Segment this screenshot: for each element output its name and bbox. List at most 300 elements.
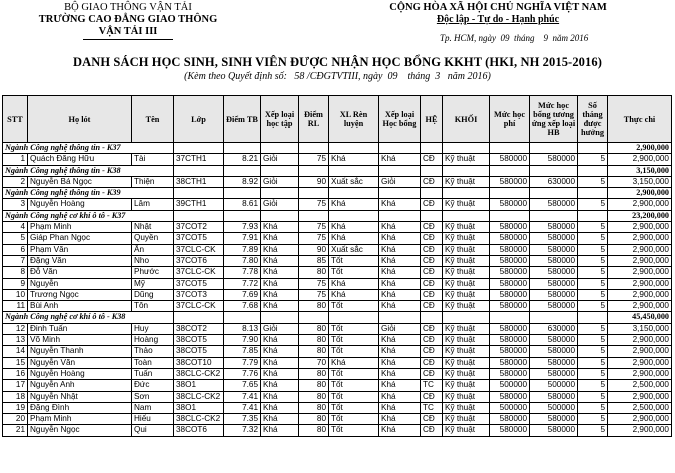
table-cell: 580000: [530, 346, 578, 357]
column-header: XL Rèn luyện: [329, 96, 379, 143]
table-cell: 80: [299, 346, 329, 357]
table-row: [3, 176, 672, 187]
group-label: Ngành Công nghệ thông tin - K37: [3, 143, 174, 154]
table-row: [3, 267, 672, 278]
table-cell: Kỹ thuật: [443, 391, 490, 402]
group-total: 23,200,000: [608, 210, 672, 221]
table-cell: 580000: [490, 199, 530, 210]
table-cell: 2,900,000: [608, 391, 672, 402]
empty-cell: [490, 210, 530, 221]
table-cell: 12: [3, 323, 28, 334]
table-cell: 7.85: [224, 346, 261, 357]
table-cell: Trương Ngọc: [28, 289, 132, 300]
table-cell: Kỹ thuật: [443, 267, 490, 278]
table-cell: Giỏi: [261, 199, 299, 210]
table-cell: 2,900,000: [608, 244, 672, 255]
table-cell: 19: [3, 402, 28, 413]
table-cell: 5: [578, 346, 608, 357]
table-cell: CĐ: [421, 335, 443, 346]
table-cell: Khá: [329, 154, 379, 165]
group-row: [3, 312, 672, 323]
table-cell: Mỹ: [132, 278, 174, 289]
table-cell: 580000: [490, 233, 530, 244]
document-subtitle: (Kèm theo Quyết định số: 58 /CĐGTVTIII, ngày 09 tháng 3 năm 2016): [184, 71, 491, 82]
empty-cell: [443, 210, 490, 221]
empty-cell: [299, 210, 329, 221]
table-cell: CĐ: [421, 391, 443, 402]
table-cell: Nho: [132, 255, 174, 266]
table-row: [3, 154, 672, 165]
table-cell: Nguyễn Anh: [28, 380, 132, 391]
empty-cell: [443, 312, 490, 323]
table-cell: Tốt: [329, 391, 379, 402]
table-cell: 2,900,000: [608, 289, 672, 300]
header-underline: [83, 39, 173, 40]
table-cell: 5: [578, 335, 608, 346]
table-cell: Khá: [379, 391, 421, 402]
table-cell: 39CTH1: [174, 199, 224, 210]
table-cell: 85: [299, 255, 329, 266]
table-row: [3, 402, 672, 413]
empty-cell: [578, 312, 608, 323]
empty-cell: [421, 188, 443, 199]
table-cell: 80: [299, 414, 329, 425]
table-cell: CĐ: [421, 176, 443, 187]
table-cell: 580000: [490, 335, 530, 346]
table-cell: Đức: [132, 380, 174, 391]
table-cell: 2,900,000: [608, 154, 672, 165]
table-cell: Tốt: [329, 368, 379, 379]
table-cell: Phạm Minh: [28, 222, 132, 233]
table-cell: 38CLC-CK2: [174, 391, 224, 402]
table-cell: Phạm Minh: [28, 414, 132, 425]
table-cell: 5: [578, 154, 608, 165]
table-cell: Kỹ thuật: [443, 357, 490, 368]
table-cell: 5: [578, 380, 608, 391]
table-cell: 38O1: [174, 380, 224, 391]
table-cell: Khá: [329, 222, 379, 233]
table-cell: 580000: [530, 278, 578, 289]
empty-cell: [578, 143, 608, 154]
table-cell: Kỹ thuật: [443, 176, 490, 187]
table-cell: 80: [299, 402, 329, 413]
document-title: DANH SÁCH HỌC SINH, SINH VIÊN ĐƯỢC NHẬN HỌC BỔNG KKHT (HKI, NH 2015-2016): [73, 55, 602, 69]
table-cell: 75: [299, 222, 329, 233]
table-cell: 500000: [490, 402, 530, 413]
table-cell: 38COT2: [174, 323, 224, 334]
ministry-header: [28, 2, 228, 40]
table-cell: 2,900,000: [608, 199, 672, 210]
table-cell: 37COT5: [174, 233, 224, 244]
table-cell: 8.61: [224, 199, 261, 210]
table-row: [3, 391, 672, 402]
table-cell: Khá: [261, 346, 299, 357]
table-cell: Quách Đăng Hữu: [28, 154, 132, 165]
table-cell: Dũng: [132, 289, 174, 300]
table-cell: Khá: [379, 278, 421, 289]
empty-cell: [379, 210, 421, 221]
group-row: [3, 165, 672, 176]
table-cell: CĐ: [421, 255, 443, 266]
table-cell: 580000: [530, 414, 578, 425]
table-cell: CĐ: [421, 278, 443, 289]
table-cell: Kỹ thuật: [443, 346, 490, 357]
empty-cell: [443, 188, 490, 199]
table-cell: Kỹ thuật: [443, 199, 490, 210]
table-cell: Khá: [329, 289, 379, 300]
table-cell: 580000: [490, 278, 530, 289]
empty-cell: [490, 312, 530, 323]
group-row: [3, 210, 672, 221]
group-total: 2,900,000: [608, 143, 672, 154]
table-cell: Tốt: [329, 346, 379, 357]
table-cell: 580000: [530, 244, 578, 255]
empty-cell: [329, 210, 379, 221]
table-cell: Kỹ thuật: [443, 244, 490, 255]
table-cell: Khá: [379, 301, 421, 312]
table-cell: Nguyễn Bá Ngọc: [28, 176, 132, 187]
column-header: Mức học bổng tương ứng xếp loại HB: [530, 96, 578, 143]
empty-cell: [261, 210, 299, 221]
ministry-name: BỘ GIAO THÔNG VẬN TẢI: [64, 2, 192, 13]
table-cell: Nhật: [132, 222, 174, 233]
table-row: [3, 335, 672, 346]
column-header: Xếp loại học tập: [261, 96, 299, 143]
table-cell: Nguyễn Thanh: [28, 346, 132, 357]
table-cell: 38CLC-CK2: [174, 414, 224, 425]
table-cell: 580000: [530, 391, 578, 402]
table-cell: 15: [3, 357, 28, 368]
empty-cell: [443, 165, 490, 176]
table-cell: 5: [578, 402, 608, 413]
table-cell: Khá: [261, 233, 299, 244]
table-cell: Khá: [261, 301, 299, 312]
table-row: [3, 244, 672, 255]
table-cell: 580000: [530, 222, 578, 233]
table-cell: 80: [299, 368, 329, 379]
table-cell: Phước: [132, 267, 174, 278]
table-cell: Kỹ thuật: [443, 414, 490, 425]
table-cell: 20: [3, 414, 28, 425]
table-cell: Hoàng: [132, 335, 174, 346]
table-cell: 38O1: [174, 402, 224, 413]
school-name: TRƯỜNG CAO ĐẲNG GIAO THÔNG VẬN TẢI III: [38, 14, 218, 37]
table-cell: 7.79: [224, 357, 261, 368]
table-cell: 8: [3, 267, 28, 278]
table-cell: Khá: [379, 368, 421, 379]
table-cell: 38CTH1: [174, 176, 224, 187]
table-cell: Khá: [379, 244, 421, 255]
table-cell: 7: [3, 255, 28, 266]
empty-cell: [174, 188, 224, 199]
empty-cell: [530, 188, 578, 199]
table-cell: Kỹ thuật: [443, 368, 490, 379]
table-cell: 580000: [530, 301, 578, 312]
table-cell: 7.93: [224, 222, 261, 233]
table-cell: Kỹ thuật: [443, 154, 490, 165]
table-cell: 38COT10: [174, 357, 224, 368]
table-cell: 5: [578, 289, 608, 300]
table-cell: Kỹ thuật: [443, 301, 490, 312]
table-cell: Khá: [261, 425, 299, 436]
table-cell: CĐ: [421, 267, 443, 278]
table-cell: Khá: [261, 402, 299, 413]
empty-cell: [490, 143, 530, 154]
table-cell: 580000: [490, 244, 530, 255]
column-header: Tên: [132, 96, 174, 143]
table-cell: 2,900,000: [608, 346, 672, 357]
table-cell: Lâm: [132, 199, 174, 210]
table-cell: Khá: [261, 391, 299, 402]
table-cell: Kỹ thuật: [443, 278, 490, 289]
table-cell: 11: [3, 301, 28, 312]
table-cell: 580000: [490, 414, 530, 425]
table-cell: Kỹ thuật: [443, 233, 490, 244]
table-cell: 5: [578, 301, 608, 312]
empty-cell: [261, 188, 299, 199]
table-cell: 5: [578, 222, 608, 233]
table-row: [3, 278, 672, 289]
table-cell: Toàn: [132, 357, 174, 368]
empty-cell: [174, 312, 224, 323]
table-cell: 580000: [490, 346, 530, 357]
table-cell: 580000: [490, 301, 530, 312]
empty-cell: [421, 143, 443, 154]
document-date: Tp. HCM, ngày 09 tháng 9 năm 2016: [440, 33, 589, 43]
table-cell: 4: [3, 222, 28, 233]
table-cell: 90: [299, 244, 329, 255]
table-cell: 580000: [530, 335, 578, 346]
table-cell: Đỗ Văn: [28, 267, 132, 278]
table-cell: 75: [299, 199, 329, 210]
column-header: Họ lót: [28, 96, 132, 143]
empty-cell: [578, 188, 608, 199]
table-row: [3, 357, 672, 368]
table-cell: Hiếu: [132, 414, 174, 425]
table-cell: 5: [578, 391, 608, 402]
table-cell: TC: [421, 380, 443, 391]
table-cell: 2,500,000: [608, 380, 672, 391]
table-row: [3, 368, 672, 379]
table-cell: Khá: [379, 380, 421, 391]
table-row: [3, 346, 672, 357]
table-cell: Nguyễn Hoàng: [28, 199, 132, 210]
table-cell: CĐ: [421, 222, 443, 233]
table-cell: Khá: [379, 233, 421, 244]
table-cell: 8.92: [224, 176, 261, 187]
table-cell: Ân: [132, 244, 174, 255]
table-cell: Nguyễn Hoàng: [28, 368, 132, 379]
table-cell: Khá: [329, 357, 379, 368]
table-cell: 2,900,000: [608, 233, 672, 244]
table-cell: Khá: [261, 380, 299, 391]
table-cell: 38COT6: [174, 425, 224, 436]
empty-cell: [224, 312, 261, 323]
table-cell: Giỏi: [261, 323, 299, 334]
table-row: [3, 199, 672, 210]
table-cell: Kỹ thuật: [443, 335, 490, 346]
empty-cell: [421, 165, 443, 176]
table-cell: 580000: [530, 289, 578, 300]
table-cell: Đặng Đình: [28, 402, 132, 413]
table-cell: Tài: [132, 154, 174, 165]
empty-cell: [379, 188, 421, 199]
table-cell: 70: [299, 357, 329, 368]
group-label: Ngành Công nghệ cơ khí ô tô - K38: [3, 312, 174, 323]
table-cell: Tốt: [329, 425, 379, 436]
table-cell: 18: [3, 391, 28, 402]
group-total: 45,450,000: [608, 312, 672, 323]
table-cell: 37CTH1: [174, 154, 224, 165]
table-row: [3, 233, 672, 244]
empty-cell: [224, 210, 261, 221]
table-cell: 37CLC-CK: [174, 244, 224, 255]
table-cell: Sơn: [132, 391, 174, 402]
empty-cell: [329, 165, 379, 176]
table-cell: 5: [3, 233, 28, 244]
table-cell: 17: [3, 380, 28, 391]
table-cell: Xuất sắc: [329, 176, 379, 187]
national-motto: CỘNG HÒA XÃ HỘI CHỦ NGHĨA VIỆT NAM: [389, 2, 607, 13]
empty-cell: [379, 165, 421, 176]
empty-cell: [329, 143, 379, 154]
table-cell: Kỹ thuật: [443, 255, 490, 266]
table-cell: 2,900,000: [608, 335, 672, 346]
table-cell: Tốt: [329, 301, 379, 312]
table-cell: 580000: [490, 267, 530, 278]
table-cell: 5: [578, 323, 608, 334]
table-cell: Khá: [261, 289, 299, 300]
table-cell: 580000: [490, 391, 530, 402]
empty-cell: [299, 143, 329, 154]
empty-cell: [443, 143, 490, 154]
table-cell: 75: [299, 289, 329, 300]
column-header: KHỐI: [443, 96, 490, 143]
table-cell: Đặng Văn: [28, 255, 132, 266]
table-cell: 580000: [530, 357, 578, 368]
column-header: Điểm TB: [224, 96, 261, 143]
table-cell: 5: [578, 255, 608, 266]
empty-cell: [261, 312, 299, 323]
column-header: Mức học phí: [490, 96, 530, 143]
group-row: [3, 188, 672, 199]
table-row: [3, 323, 672, 334]
empty-cell: [174, 143, 224, 154]
table-cell: 630000: [530, 176, 578, 187]
table-cell: 7.41: [224, 402, 261, 413]
table-cell: 580000: [490, 255, 530, 266]
table-cell: 2,900,000: [608, 222, 672, 233]
table-cell: 1: [3, 154, 28, 165]
table-cell: Nguyễn Nhật: [28, 391, 132, 402]
table-row: [3, 289, 672, 300]
table-cell: Tôn: [132, 301, 174, 312]
table-cell: Khá: [379, 154, 421, 165]
table-cell: 580000: [530, 233, 578, 244]
group-total: 2,900,000: [608, 188, 672, 199]
table-cell: CĐ: [421, 357, 443, 368]
table-cell: 580000: [490, 176, 530, 187]
empty-cell: [530, 165, 578, 176]
table-cell: 7.90: [224, 335, 261, 346]
table-cell: Khá: [261, 357, 299, 368]
empty-cell: [224, 165, 261, 176]
national-header: [378, 2, 618, 26]
table-cell: 580000: [490, 357, 530, 368]
table-cell: Tốt: [329, 380, 379, 391]
table-cell: Giỏi: [261, 154, 299, 165]
table-cell: Khá: [379, 267, 421, 278]
table-cell: 14: [3, 346, 28, 357]
empty-cell: [299, 165, 329, 176]
table-cell: 5: [578, 414, 608, 425]
table-cell: Khá: [379, 414, 421, 425]
table-cell: CĐ: [421, 199, 443, 210]
empty-cell: [261, 143, 299, 154]
table-cell: Nguyễn Văn: [28, 357, 132, 368]
column-header: STT: [3, 96, 28, 143]
table-cell: 37COT6: [174, 255, 224, 266]
table-cell: Nguyễn: [28, 278, 132, 289]
table-cell: 37COT2: [174, 222, 224, 233]
table-cell: 80: [299, 380, 329, 391]
column-header: Thực chi: [608, 96, 672, 143]
table-cell: Xuất sắc: [329, 244, 379, 255]
column-header: Lớp: [174, 96, 224, 143]
table-cell: CĐ: [421, 154, 443, 165]
table-cell: Khá: [379, 346, 421, 357]
table-cell: 8.13: [224, 323, 261, 334]
table-cell: Khá: [379, 402, 421, 413]
table-cell: TC: [421, 402, 443, 413]
table-cell: Giỏi: [379, 176, 421, 187]
table-cell: Khá: [261, 278, 299, 289]
table-cell: 5: [578, 199, 608, 210]
table-cell: Tốt: [329, 335, 379, 346]
empty-cell: [224, 188, 261, 199]
group-label: Ngành Công nghệ thông tin - K38: [3, 165, 174, 176]
table-cell: CĐ: [421, 323, 443, 334]
table-cell: Kỹ thuật: [443, 222, 490, 233]
table-cell: 6: [3, 244, 28, 255]
table-cell: CĐ: [421, 289, 443, 300]
table-cell: 16: [3, 368, 28, 379]
table-row: [3, 222, 672, 233]
table-cell: Khá: [379, 222, 421, 233]
national-slogan: Độc lập - Tự do - Hạnh phúc: [436, 14, 560, 25]
table-cell: 580000: [530, 267, 578, 278]
table-cell: 3,150,000: [608, 323, 672, 334]
table-cell: 580000: [530, 255, 578, 266]
empty-cell: [578, 165, 608, 176]
table-cell: 580000: [490, 323, 530, 334]
table-cell: 38CLC-CK2: [174, 368, 224, 379]
column-header: Số tháng được hưởng: [578, 96, 608, 143]
table-cell: Kỹ thuật: [443, 425, 490, 436]
table-cell: Qui: [132, 425, 174, 436]
table-cell: Thiện: [132, 176, 174, 187]
table-cell: Giáp Phan Ngọc: [28, 233, 132, 244]
table-cell: 80: [299, 391, 329, 402]
table-cell: Khá: [261, 267, 299, 278]
table-cell: Phạm Văn: [28, 244, 132, 255]
table-cell: Khá: [379, 199, 421, 210]
table-cell: 580000: [490, 222, 530, 233]
table-cell: 90: [299, 176, 329, 187]
table-cell: Tốt: [329, 414, 379, 425]
table-cell: 37COT5: [174, 278, 224, 289]
table-cell: 7.78: [224, 267, 261, 278]
